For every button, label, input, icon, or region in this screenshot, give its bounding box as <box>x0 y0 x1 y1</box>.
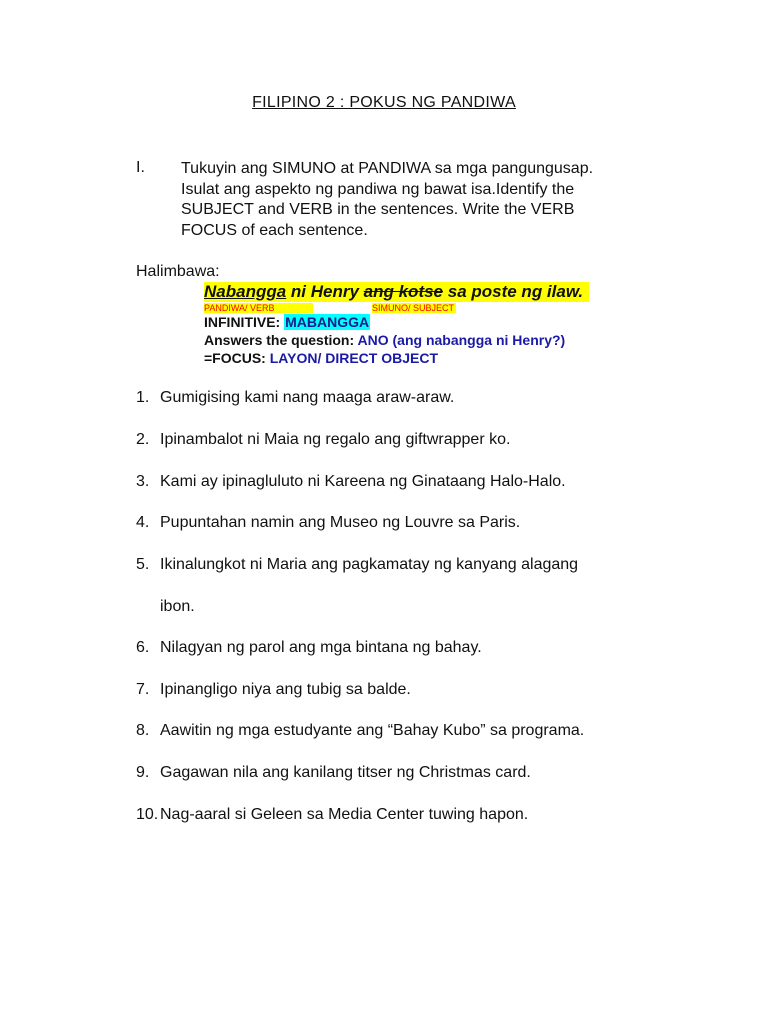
item-number: 6. <box>136 639 150 656</box>
focus-label: =FOCUS: <box>204 350 270 366</box>
instruction-line: Tukuyin ang SIMUNO at PANDIWA sa mga pangungusap. <box>181 160 594 177</box>
item-text: Pupuntahan namin ang Museo ng Louvre sa Paris. <box>160 514 521 531</box>
example-middle: ni Henry <box>286 282 364 301</box>
item-number: 4. <box>136 514 150 531</box>
list-item <box>136 473 566 491</box>
item-text: Ipinambalot ni Maia ng regalo ang giftwrapper ko. <box>160 431 511 448</box>
list-item <box>136 806 528 824</box>
page-title: FILIPINO 2 : POKUS NG PANDIWA <box>252 94 516 111</box>
item-text: Kami ay ipinagluluto ni Kareena ng Ginataang Halo-Halo. <box>160 473 566 490</box>
item-number: 9. <box>136 764 150 781</box>
item-number: 3. <box>136 473 150 490</box>
list-item <box>136 681 411 699</box>
item-number: 8. <box>136 722 150 739</box>
item-number: 7. <box>136 681 150 698</box>
item-number: 5. <box>136 556 150 573</box>
answers-value: ANO (ang nabangga ni Henry?) <box>357 332 566 348</box>
instruction-line: Isulat ang aspekto ng pandiwa ng bawat isa.Identify the <box>181 180 575 198</box>
instruction-line: SUBJECT and VERB in the sentences. Write the VERB <box>181 201 575 218</box>
list-item <box>136 389 454 407</box>
subject-label: SIMUNO/ SUBJECT <box>372 303 455 313</box>
example-heading: Halimbawa: <box>136 263 220 280</box>
list-item <box>136 514 520 532</box>
item-text: Nag-aaral si Geleen sa Media Center tuwing hapon. <box>160 806 529 823</box>
example-subject: ang kotse <box>363 282 444 301</box>
list-item <box>136 722 584 740</box>
example-end: sa poste ng ilaw. <box>443 282 584 301</box>
item-number: 1. <box>136 389 150 406</box>
answers-label: Answers the question: <box>204 332 358 348</box>
list-item <box>136 431 510 449</box>
item-text: Gumigising kami nang maaga araw-araw. <box>160 389 455 406</box>
item-number: 10. <box>136 806 159 823</box>
list-item-continuation: ibon. <box>160 598 195 615</box>
focus-value: LAYON/ DIRECT OBJECT <box>269 350 439 366</box>
focus-line <box>204 350 438 366</box>
item-text: Ikinalungkot ni Maria ang pagkamatay ng kanyang alagang <box>160 556 579 573</box>
item-number: 2. <box>136 431 150 448</box>
section-number: I. <box>136 159 145 176</box>
list-item <box>136 556 578 574</box>
example-sentence <box>204 282 589 302</box>
example-verb: Nabangga <box>204 282 287 301</box>
item-text: Gagawan nila ang kanilang titser ng Christmas card. <box>160 764 531 781</box>
instructions <box>181 159 651 241</box>
infinitive-value: MABANGGA <box>285 314 370 330</box>
infinitive-label: INFINITIVE: <box>204 314 285 330</box>
item-text: Ipinangligo niya ang tubig sa balde. <box>160 681 411 698</box>
item-text: Nilagyan ng parol ang mga bintana ng bahay. <box>160 639 482 656</box>
list-item <box>136 639 482 657</box>
answers-line <box>204 332 565 348</box>
infinitive-line <box>204 314 370 330</box>
instruction-line: FOCUS of each sentence. <box>181 221 368 239</box>
item-text: Aawitin ng mga estudyante ang “Bahay Kubo” sa programa. <box>160 722 585 739</box>
verb-label: PANDIWA/ VERB <box>204 303 313 313</box>
list-item <box>136 764 531 782</box>
